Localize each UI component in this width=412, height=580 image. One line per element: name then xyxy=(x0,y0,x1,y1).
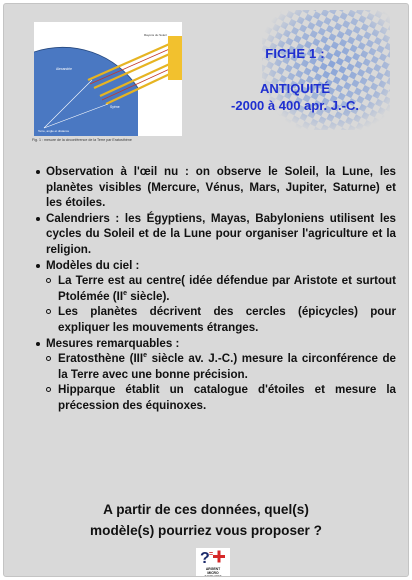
sheet-title xyxy=(202,46,388,113)
sub-list-item: Les planètes décrivent des cercles (épicycles) pour expliquer les mouvements étranges. xyxy=(46,304,396,335)
sun-rays-label: Rayons du Soleil xyxy=(144,33,167,37)
period-title: ANTIQUITÉ xyxy=(259,81,331,96)
question-line-1: A partir de ces données, quel(s) xyxy=(103,502,309,517)
question-plus-icon xyxy=(196,548,230,568)
sub-list-item: Eratosthène (IIIe siècle av. J.-C.) mesure la circonférence de la Terre avec une bonne précision. xyxy=(46,351,396,382)
svg-text:=: = xyxy=(209,551,214,558)
worksheet-card xyxy=(3,3,409,577)
period-dates: -2000 à 400 apr. J.-C. xyxy=(231,98,359,113)
fiche-number: FICHE 1 : xyxy=(265,46,325,61)
list-item: Observation à l'œil nu : on observe le Soleil, la Lune, les planètes visibles (Mercure, Vénus, Mars, Jupiter, Saturne) et les étoiles. xyxy=(36,164,396,211)
list-item: Calendriers : les Égyptiens, Mayas, Babyloniens utilisent les cycles du Soleil et de la Lune pour organiser l'agriculture et la religion. xyxy=(36,211,396,258)
figure-credit: Terre, angle et distance xyxy=(38,129,70,133)
list-item: Modèles du ciel : La Terre est au centre( idée défendue par Aristote et surtout Ptolémée (IIe siècle). Les planètes décrivent des cercles (épicycles) pour expliquer les mouvements étranges. xyxy=(36,258,396,336)
question-line-2: modèle(s) pourriez vous proposer ? xyxy=(90,523,322,538)
list-item: Mesures remarquables : Eratosthène (IIIe siècle av. J.-C.) mesure la circonférence de la Terre avec une bonne précision. Hipparque établit un catalogue d'étoiles et mesure la précession des équinoxes. xyxy=(36,336,396,414)
eratosthenes-figure xyxy=(34,22,182,136)
content-list xyxy=(36,164,396,414)
figure-caption: Fig. 1 : mesure de la circonférence de la Terre par Eratosthène xyxy=(32,138,132,142)
alexandrie-label: Alexandrie xyxy=(56,67,73,71)
sub-list-item: Hipparque établit un catalogue d'étoiles et mesure la précession des équinoxes. xyxy=(46,382,396,413)
logo xyxy=(196,548,230,577)
syene-label: Syène xyxy=(110,105,120,109)
closing-question xyxy=(24,499,388,541)
svg-text:?: ? xyxy=(200,550,210,567)
logo-text: ARGENT MICRO SCIENCES xyxy=(204,567,222,577)
sub-list-item: La Terre est au centre( idée défendue par Aristote et surtout Ptolémée (IIe siècle). xyxy=(46,273,396,304)
